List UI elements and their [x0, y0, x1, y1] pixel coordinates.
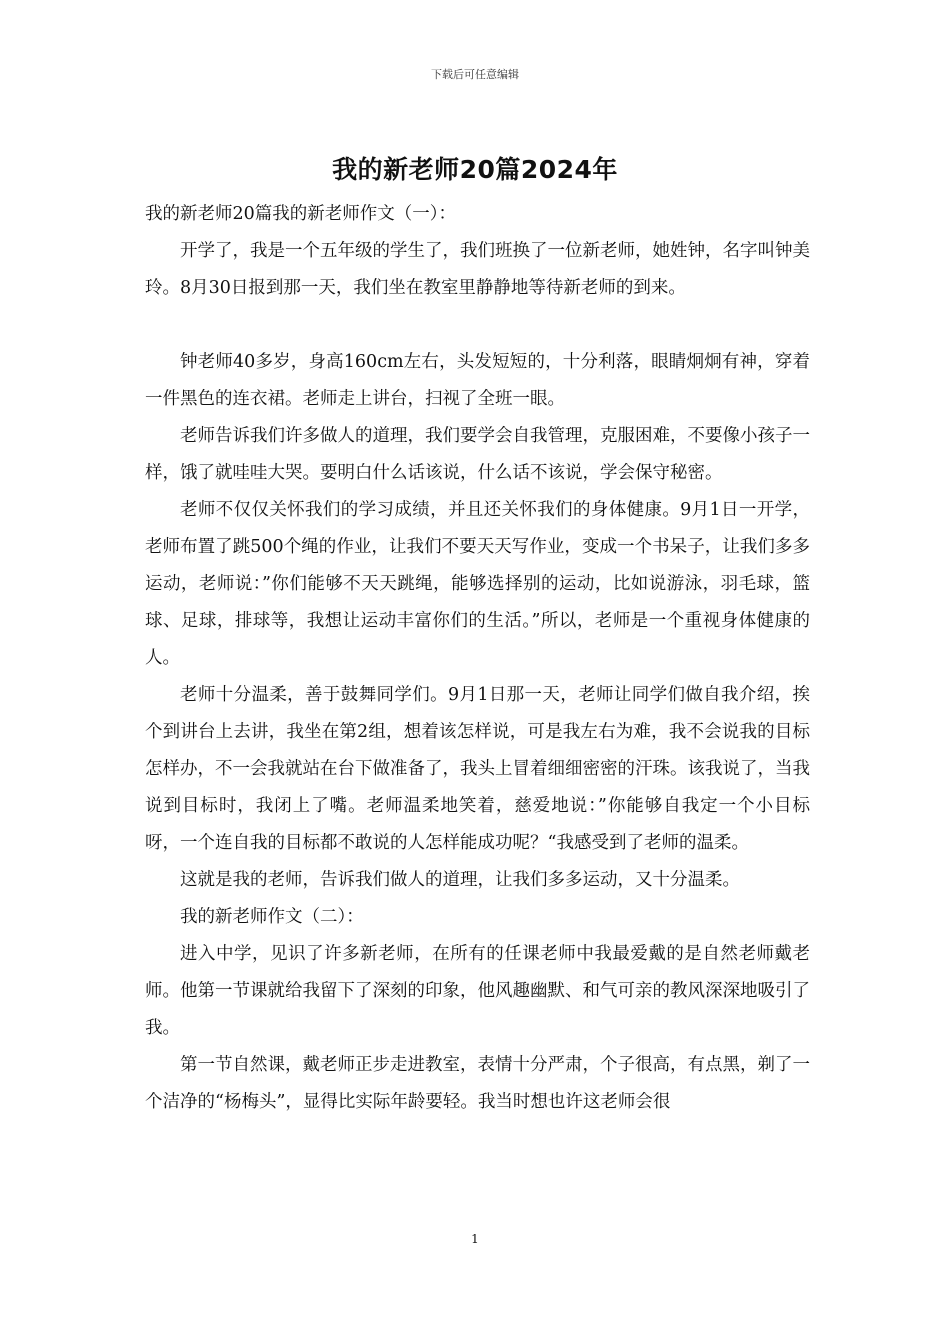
paragraph: 老师不仅仅关怀我们的学习成绩，并且还关怀我们的身体健康。9月1日一开学，老师布置了跳500个绳的作业，让我们不要天天写作业，变成一个书呆子，让我们多多运动，老师说：”你们能够不天天跳绳，能够选择别的运动，比如说游泳，羽毛球，篮球、足球，排球等，我想让运动丰富你们的生活。”所以，老师是一个重视身体健康的人。: [145, 500, 810, 668]
paragraph: 进入中学，见识了许多新老师，在所有的任课老师中我最爱戴的是自然老师戴老师。他第一节课就给我留下了深刻的印象，他风趣幽默、和气可亲的教风深深地吸引了我。: [145, 944, 810, 1038]
section-heading: 我的新老师20篇我的新老师作文（一）：: [145, 204, 457, 224]
paragraph: 老师十分温柔，善于鼓舞同学们。9月1日那一天，老师让同学们做自我介绍，挨个到讲台上去讲，我坐在第2组，想着该怎样说，可是我左右为难，我不会说我的目标怎样办，不一会我就站在台下做准备了，我头上冒着细细密密的汗珠。该我说了，当我说到目标时，我闭上了嘴。老师温柔地笑着，慈爱地说：”你能够自我定一个小目标呀，一个连自我的目标都不敢说的人怎样能成功呢？“我感受到了老师的温柔。: [145, 685, 810, 853]
paragraph: 这就是我的老师，告诉我们做人的道理，让我们多多运动，又十分温柔。: [180, 870, 740, 890]
paragraph: 钟老师40多岁，身高160cm左右，头发短短的，十分利落，眼睛炯炯有神，穿着一件黑色的连衣裙。老师走上讲台，扫视了全班一眼。: [145, 352, 810, 409]
document-title: 我的新老师20篇2024年: [332, 155, 618, 184]
paragraph: 第一节自然课，戴老师正步走进教室，表情十分严肃，个子很高，有点黑，剃了一个洁净的“杨梅头”，显得比实际年龄要轻。我当时想也许这老师会很: [145, 1055, 810, 1112]
header-note: 下载后可任意编辑: [431, 68, 519, 81]
page-number: 1: [471, 1232, 479, 1246]
document-body: [145, 196, 810, 1121]
paragraph: 老师告诉我们许多做人的道理，我们要学会自我管理，克服困难，不要像小孩子一样，饿了就哇哇大哭。要明白什么话该说，什么话不该说，学会保守秘密。: [145, 426, 810, 483]
section-heading: 我的新老师作文（二）：: [180, 907, 364, 927]
paragraph: 开学了，我是一个五年级的学生了，我们班换了一位新老师，她姓钟，名字叫钟美玲。8月30日报到那一天，我们坐在教室里静静地等待新老师的到来。: [145, 241, 810, 298]
